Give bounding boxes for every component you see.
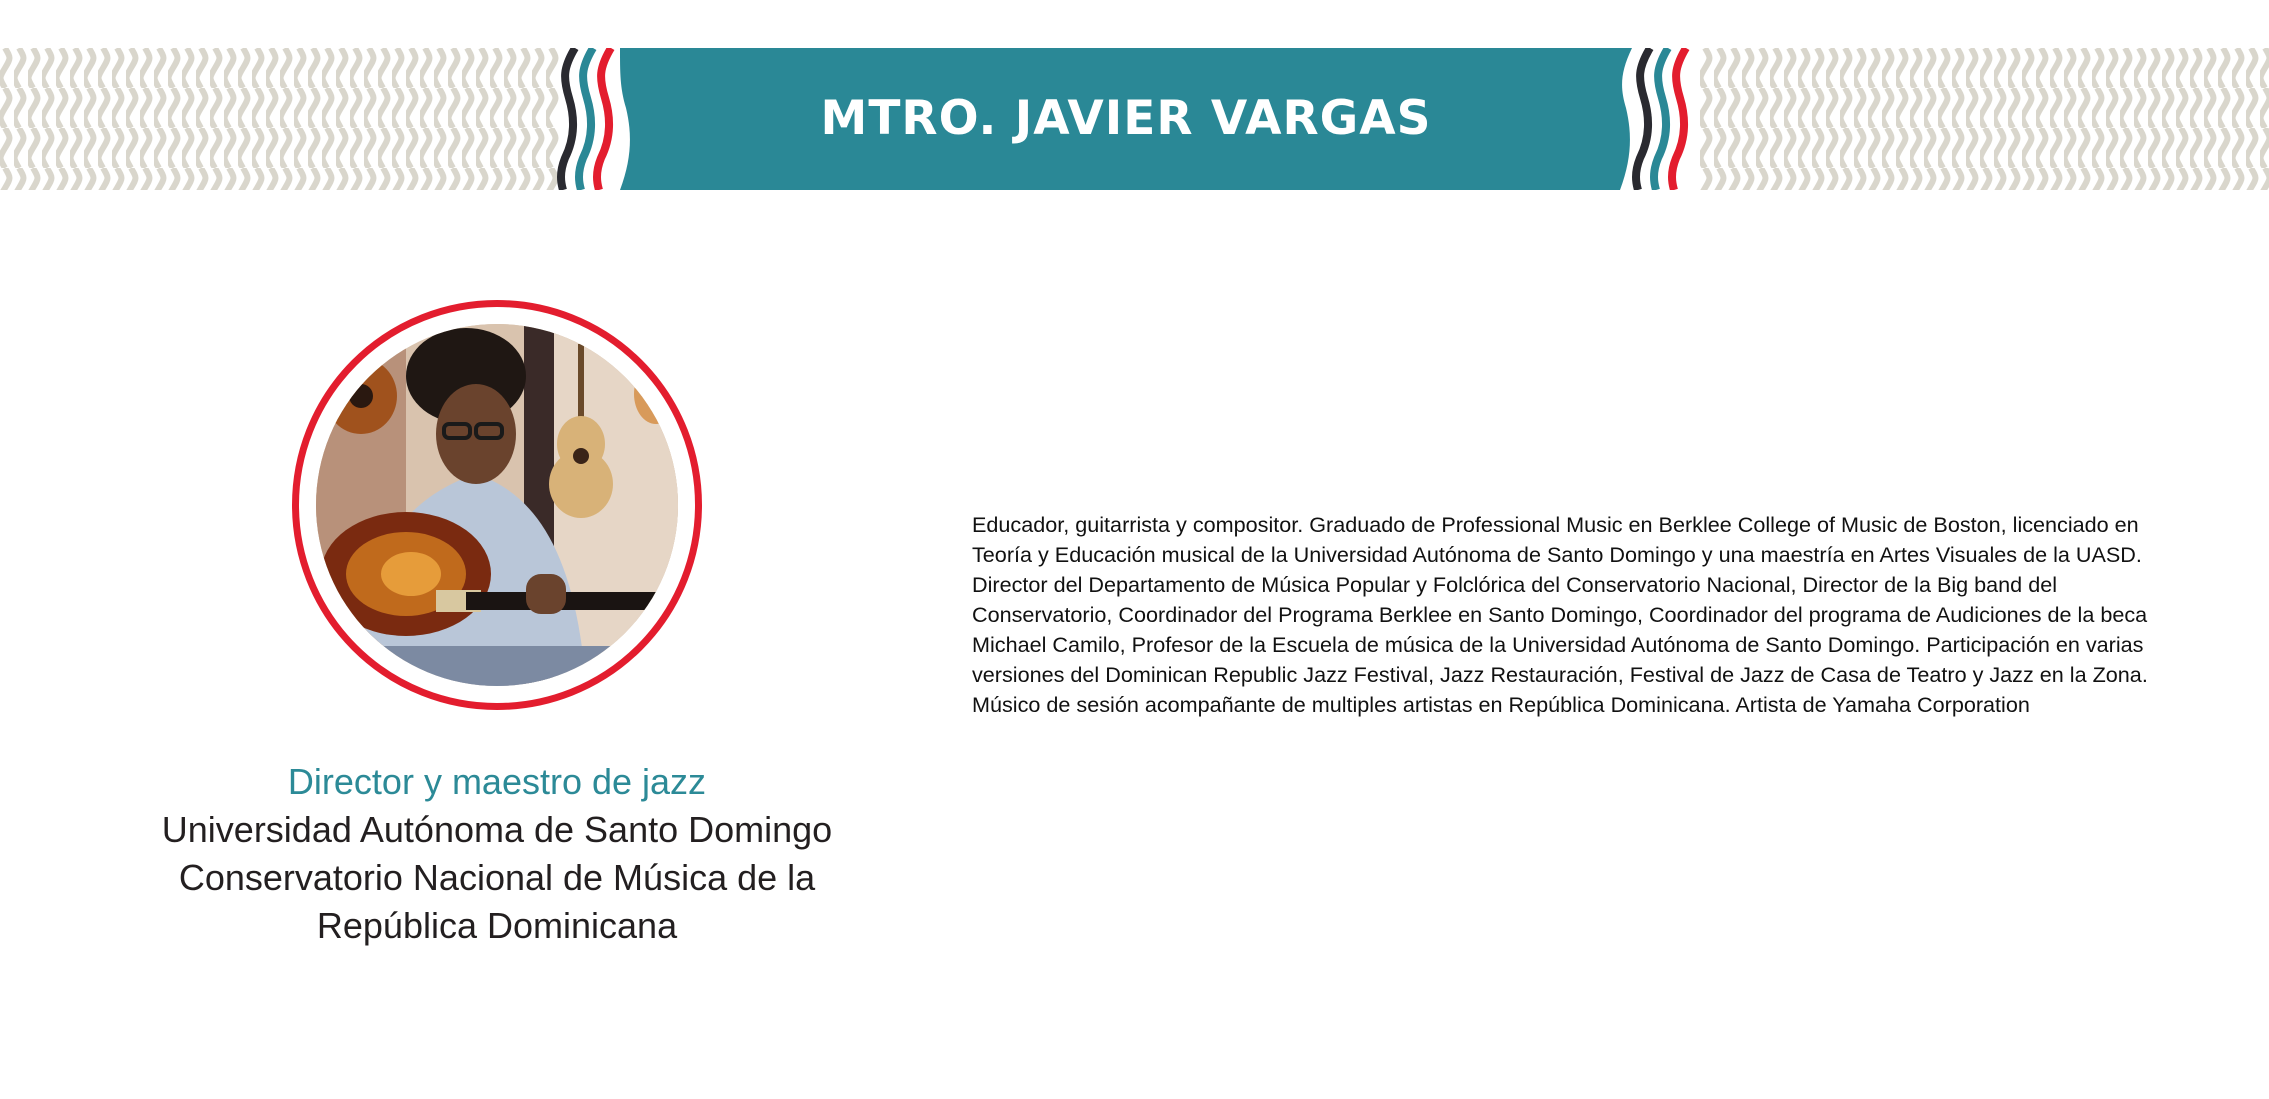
role-title: Director y maestro de jazz (287, 761, 707, 802)
portrait-frame (292, 300, 702, 710)
institution-line: Conservatorio Nacional de Música de la (178, 857, 816, 898)
wave-pattern-icon (0, 48, 560, 190)
institution-line: República Dominicana (316, 905, 678, 946)
biography-text: Educador, guitarrista y compositor. Graduado de Professional Music en Berklee College of Music de Boston, licenciado en Teoría y Educación musical de la Universidad Autónoma de Santo Domingo y una maestría en Artes Visuales de la UASD. Director del Departamento de Música Popular y Folclórica del Conservatorio Nacional, Director de la Big band del Conservatorio, Coordinador del Programa Berklee en Santo Domingo, Coordinador del programa de Audiciones de la beca Michael Camilo, Profesor de la Escuela de música de la Universidad Autónoma de Santo Domingo. Participación en varias versiones del Dominican Republic Jazz Festival, Jazz Restauración, Festival de Jazz de Casa de Teatro y Jazz en la Zona. Músico de sesión acompañante de multiples artistas en República Dominicana. Artista de Yamaha Corporation (972, 512, 2148, 717)
header-banner (0, 48, 2269, 190)
wave-pattern-left (0, 48, 560, 190)
wave-pattern-icon (1700, 48, 2269, 190)
portrait-illustration (316, 324, 678, 686)
name-band (620, 48, 1632, 190)
institutions-list (97, 806, 897, 950)
page-title: MTRO. JAVIER VARGAS (820, 91, 1432, 146)
wavy-stripes-right-icon (1630, 48, 1705, 190)
guitarist-portrait-photo (316, 324, 678, 686)
institution-line: Universidad Autónoma de Santo Domingo (161, 809, 833, 850)
wave-pattern-right (1700, 48, 2269, 190)
wavy-stripes-left-icon (555, 48, 625, 190)
